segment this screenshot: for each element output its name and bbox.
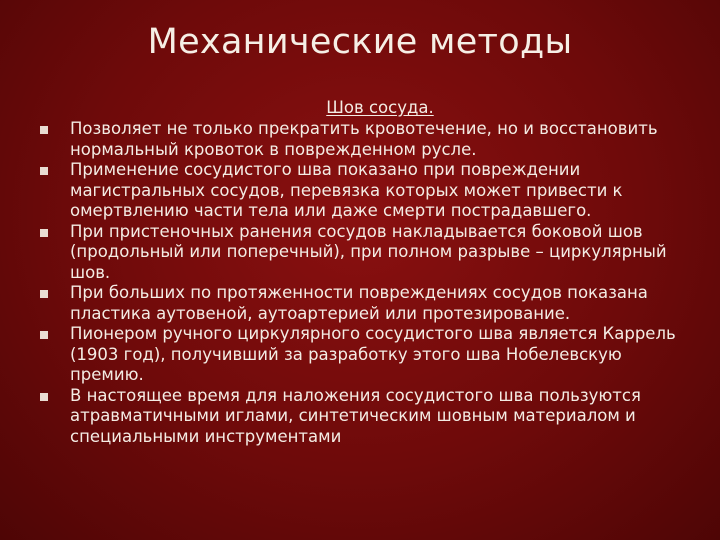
bullet-item	[40, 386, 690, 448]
bullet-text: Применение сосудистого шва показано при повреждении магистральных сосудов, перевязка которых может привести к омертвлению части тела или даже смерти пострадавшего.	[70, 160, 623, 220]
bullet-item	[40, 119, 690, 160]
slide-subtitle: Шов сосуда.	[326, 98, 434, 117]
bullet-text: В настоящее время для наложения сосудистого шва пользуются атравматичными иглами, синтетическим шовным материалом и специальными инструментами	[70, 385, 641, 446]
bullet-text: Пионером ручного циркулярного сосудистого шва является Каррель (1903 год), получивший за разработку этого шва Нобелевскую премию.	[70, 324, 676, 384]
bullet-list	[40, 119, 690, 447]
square-bullet-icon	[40, 229, 48, 237]
bullet-text: При пристеночных ранения сосудов накладывается боковой шов (продольный или поперечный), при полном разрыве – циркулярный шов.	[70, 221, 667, 282]
bullet-text: При больших по протяженности повреждениях сосудов показана пластика аутовеной, аутоартерией или протезирование.	[70, 283, 648, 323]
bullet-item	[40, 283, 690, 324]
square-bullet-icon	[40, 393, 48, 401]
slide-title: Механические методы	[147, 22, 573, 62]
bullet-item	[40, 160, 690, 222]
square-bullet-icon	[40, 167, 48, 175]
bullet-item	[40, 222, 690, 284]
square-bullet-icon	[40, 331, 48, 339]
bullet-item	[40, 324, 690, 386]
square-bullet-icon	[40, 126, 48, 134]
bullet-text: Позволяет не только прекратить кровотечение, но и восстановить нормальный кровоток в поврежденном русле.	[70, 119, 658, 159]
square-bullet-icon	[40, 290, 48, 298]
